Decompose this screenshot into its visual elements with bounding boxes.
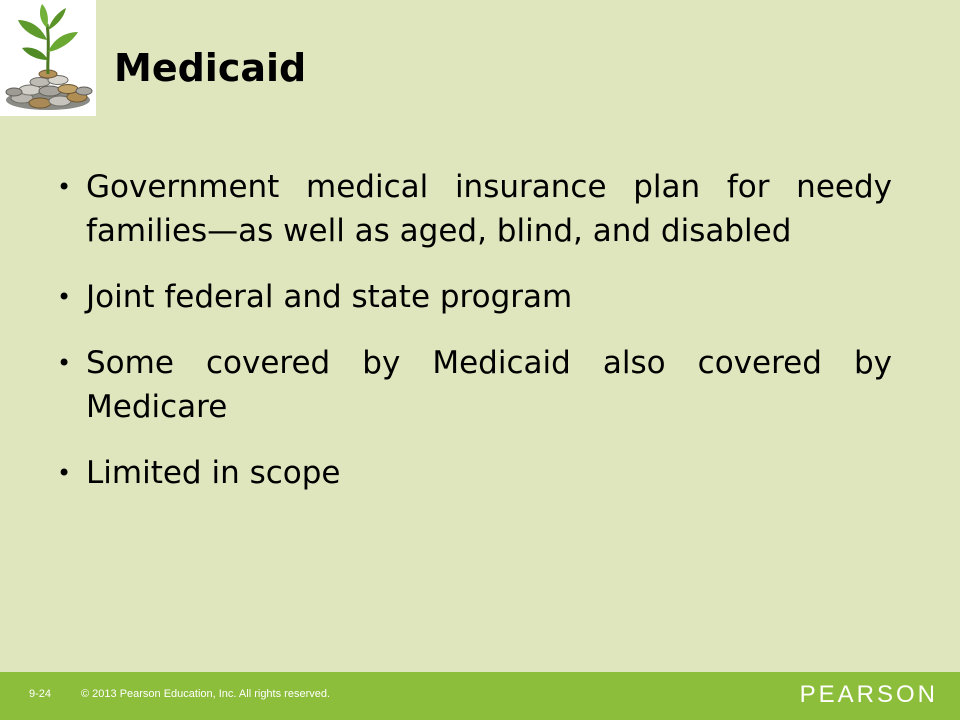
bullet-dot: • xyxy=(57,173,72,201)
logo-box xyxy=(0,0,96,116)
bullet-text: Some covered by Medicaid also covered by Medicare xyxy=(86,345,892,425)
plant-on-coins-icon xyxy=(0,0,96,116)
bullet-text: Government medical insurance plan for needy families—as well as aged, blind, and disabled xyxy=(86,169,892,249)
bullet-text: Limited in scope xyxy=(86,455,341,491)
bullet-dot: • xyxy=(57,459,72,487)
pearson-logo-text: PEARSON xyxy=(799,681,938,708)
copyright-notice: © 2013 Pearson Education, Inc. All rights reserved. xyxy=(81,688,331,700)
bullet-item xyxy=(56,451,892,495)
bullet-item xyxy=(56,165,892,253)
bullet-text: Joint federal and state program xyxy=(86,279,573,315)
bullet-dot: • xyxy=(57,283,72,311)
bullet-item xyxy=(56,275,892,319)
bullet-dot: • xyxy=(57,349,72,377)
slide-title: Medicaid xyxy=(114,46,307,90)
footer-bar xyxy=(0,672,960,720)
page-number: 9-24 xyxy=(29,688,52,700)
bullet-list xyxy=(56,165,892,517)
bullet-item xyxy=(56,341,892,429)
